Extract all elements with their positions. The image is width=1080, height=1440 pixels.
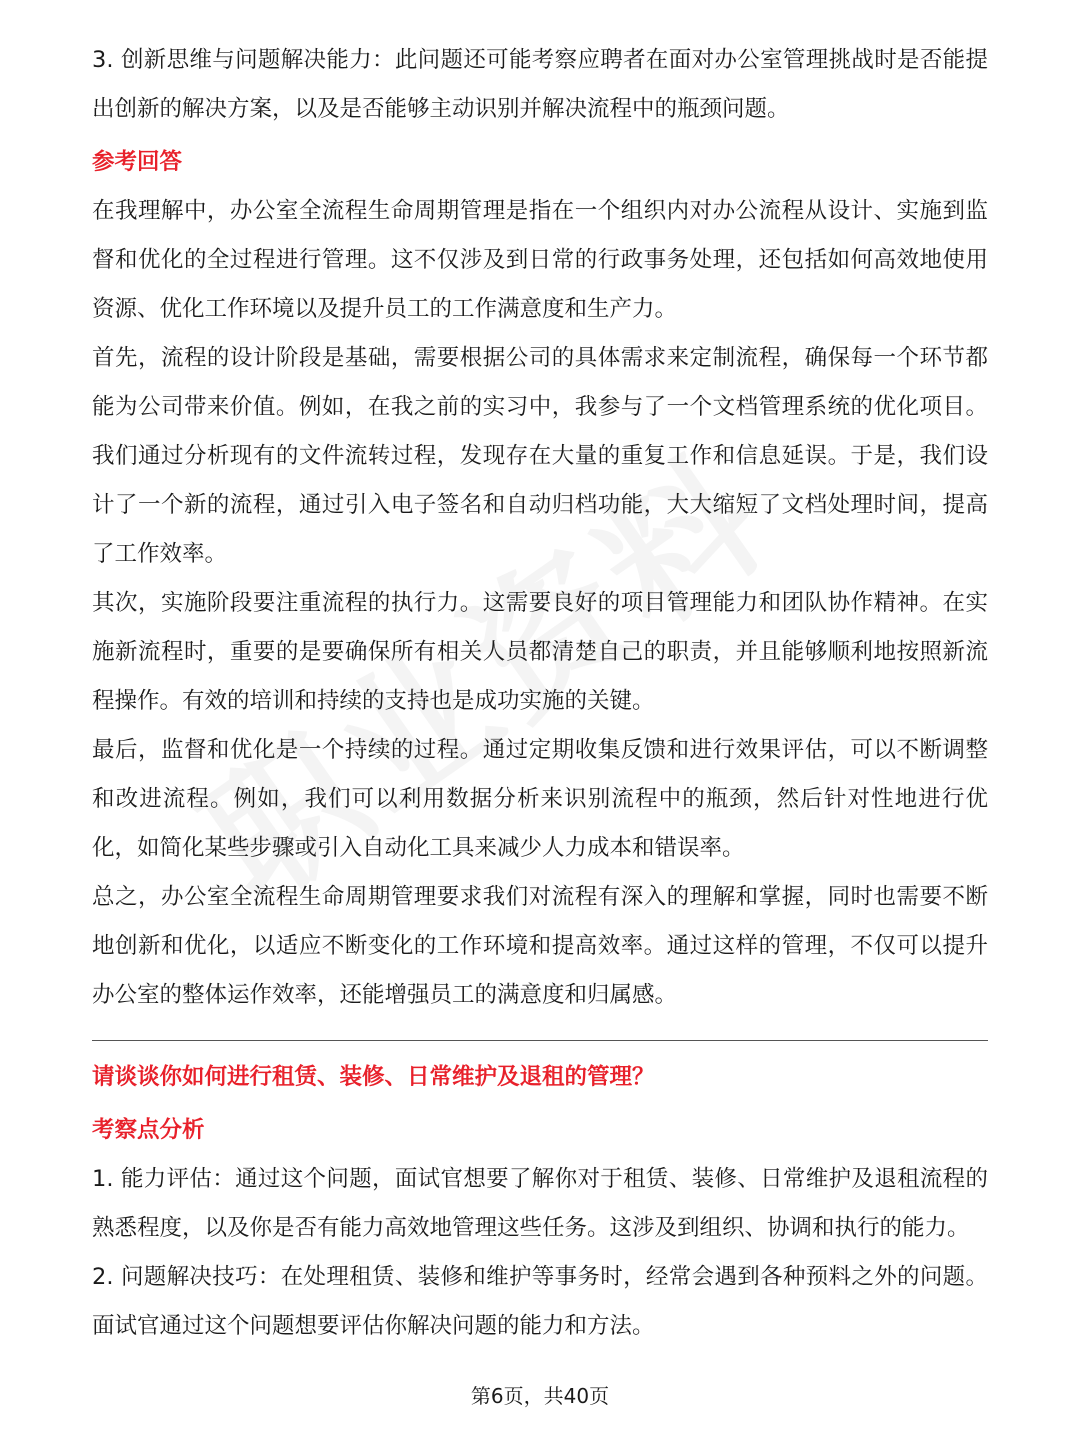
answer-heading: 参考回答	[92, 149, 183, 175]
page-number: 第6页，共40页	[470, 1384, 610, 1408]
answer-paragraph: 在我理解中，办公室全流程生命周期管理是指在一个组织内对办公流程从设计、实施到监督和优化的全过程进行管理。这不仅涉及到日常的行政事务处理，还包括如何高效地使用资源、优化工作环境以及提升员工的工作满意度和生产力。	[92, 198, 988, 322]
answer-paragraph: 其次，实施阶段要注重流程的执行力。这需要良好的项目管理能力和团队协作精神。在实施新流程时，重要的是要确保所有相关人员都清楚自己的职责，并且能够顺利地按照新流程操作。有效的培训和持续的支持也是成功实施的关键。	[92, 590, 988, 714]
section-divider	[92, 1040, 988, 1041]
analysis-item: 2. 问题解决技巧：在处理租赁、装修和维护等事务时，经常会遇到各种预料之外的问题。面试官通过这个问题想要评估你解决问题的能力和方法。	[92, 1264, 988, 1339]
analysis-item: 1. 能力评估：通过这个问题，面试官想要了解你对于租赁、装修、日常维护及退租流程的熟悉程度，以及你是否有能力高效地管理这些任务。这涉及到组织、协调和执行的能力。	[92, 1166, 988, 1241]
analysis-heading: 考察点分析	[92, 1117, 205, 1143]
analysis-item-3: 3. 创新思维与问题解决能力：此问题还可能考察应聘者在面对办公室管理挑战时是否能提出创新的解决方案，以及是否能够主动识别并解决流程中的瓶颈问题。	[92, 47, 988, 122]
answer-paragraph: 总之，办公室全流程生命周期管理要求我们对流程有深入的理解和掌握，同时也需要不断地创新和优化，以适应不断变化的工作环境和提高效率。通过这样的管理，不仅可以提升办公室的整体运作效率，还能增强员工的满意度和归属感。	[92, 884, 988, 1008]
page-content	[92, 36, 988, 1351]
question-heading: 请谈谈你如何进行租赁、装修、日常维护及退租的管理？	[92, 1064, 655, 1090]
answer-paragraph: 最后，监督和优化是一个持续的过程。通过定期收集反馈和进行效果评估，可以不断调整和改进流程。例如，我们可以利用数据分析来识别流程中的瓶颈，然后针对性地进行优化，如简化某些步骤或引入自动化工具来减少人力成本和错误率。	[92, 737, 988, 861]
answer-paragraph: 首先，流程的设计阶段是基础，需要根据公司的具体需求来定制流程，确保每一个环节都能为公司带来价值。例如，在我之前的实习中，我参与了一个文档管理系统的优化项目。我们通过分析现有的文件流转过程，发现存在大量的重复工作和信息延误。于是，我们设计了一个新的流程，通过引入电子签名和自动归档功能，大大缩短了文档处理时间，提高了工作效率。	[92, 345, 988, 567]
